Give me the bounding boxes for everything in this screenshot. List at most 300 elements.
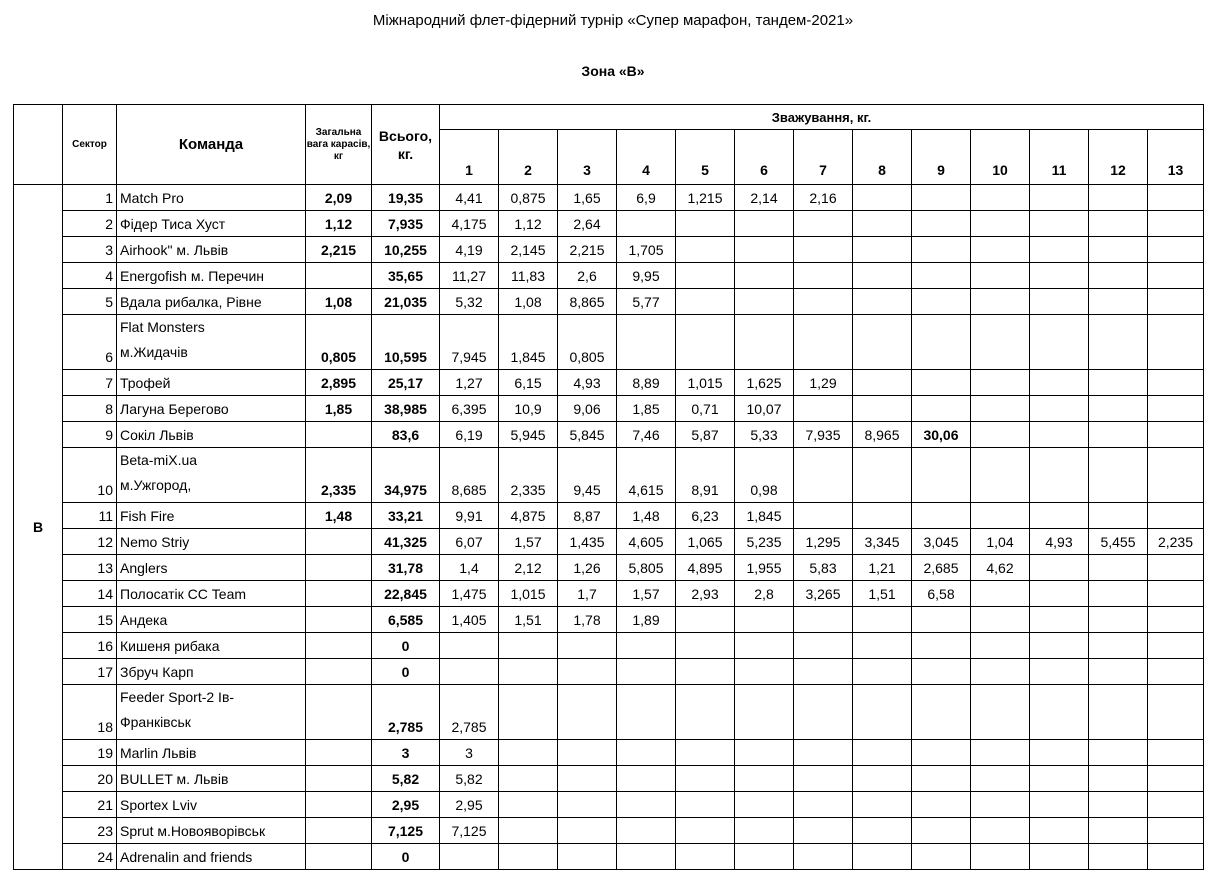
sector-cell: 14 [63, 581, 117, 607]
team-name-line: Sportex Lviv [120, 796, 198, 813]
weighing-cell [971, 448, 1030, 503]
weighing-cell [558, 792, 617, 818]
weighing-cell: 5,455 [1089, 529, 1148, 555]
weighing-cell [853, 289, 912, 315]
team-name-line: Вдала рибалка, Рівне [120, 293, 262, 310]
weighing-cell [912, 315, 971, 370]
weighing-cell: 2,6 [558, 263, 617, 289]
weighing-cell: 2,685 [912, 555, 971, 581]
weighing-cell [1089, 818, 1148, 844]
team-cell [117, 289, 306, 315]
weighing-cell: 5,82 [440, 766, 499, 792]
weighing-cell: 6,23 [676, 503, 735, 529]
weighing-cell: 3,265 [794, 581, 853, 607]
weighing-cell [794, 211, 853, 237]
weighing-cell [1089, 263, 1148, 289]
weighing-cell [558, 766, 617, 792]
total-weight-cell: 0 [372, 633, 440, 659]
total-weight-cell: 3 [372, 740, 440, 766]
weighing-cell [1030, 185, 1089, 211]
carp-weight-cell: 1,12 [306, 211, 372, 237]
weighing-cell [1089, 315, 1148, 370]
weighing-cell: 8,685 [440, 448, 499, 503]
weighing-cell [912, 263, 971, 289]
weighing-cell [617, 766, 676, 792]
weighing-cell [1030, 370, 1089, 396]
weighing-cell [794, 237, 853, 263]
weighing-cell [1089, 607, 1148, 633]
weighing-cell [971, 685, 1030, 740]
weighing-cell [971, 607, 1030, 633]
team-cell [117, 844, 306, 870]
weighing-cell: 1,29 [794, 370, 853, 396]
sector-cell: 19 [63, 740, 117, 766]
weighing-cell [558, 844, 617, 870]
total-weight-cell: 21,035 [372, 289, 440, 315]
sector-cell: 7 [63, 370, 117, 396]
team-name-line: Feeder Sport-2 Ів- [120, 689, 235, 705]
total-weight-cell: 35,65 [372, 263, 440, 289]
weighing-cell [853, 237, 912, 263]
weighing-cell [1030, 766, 1089, 792]
weighing-cell [499, 740, 558, 766]
team-name-line: Energofish м. Перечин [120, 267, 265, 284]
weighing-cell [971, 792, 1030, 818]
team-cell [117, 818, 306, 844]
carp-weight-cell: 1,08 [306, 289, 372, 315]
weighing-cell: 2,235 [1148, 529, 1204, 555]
weighing-cell [676, 289, 735, 315]
team-cell [117, 396, 306, 422]
weighing-cell: 1,435 [558, 529, 617, 555]
weighing-number-header: 5 [676, 130, 735, 185]
weighing-cell: 2,785 [440, 685, 499, 740]
sector-cell: 15 [63, 607, 117, 633]
weighing-cell [735, 211, 794, 237]
weighing-cell [912, 685, 971, 740]
team-name-line: Франківськ [120, 714, 191, 730]
weighing-cell [676, 818, 735, 844]
team-cell [117, 315, 306, 370]
weighing-cell [1148, 448, 1204, 503]
weighing-cell [912, 448, 971, 503]
weighing-cell: 1,26 [558, 555, 617, 581]
table-row [14, 581, 1204, 607]
table-row [14, 211, 1204, 237]
carp-weight-cell: 2,09 [306, 185, 372, 211]
total-weight-cell: 6,585 [372, 607, 440, 633]
team-name-line: Airhook" м. Львів [120, 241, 229, 258]
weighing-cell [440, 659, 499, 685]
weighing-cell: 10,07 [735, 396, 794, 422]
weighing-cell [1030, 607, 1089, 633]
weighing-cell [1030, 396, 1089, 422]
weighing-cell [499, 659, 558, 685]
carp-weight-cell: 1,48 [306, 503, 372, 529]
team-cell [117, 185, 306, 211]
weighing-cell [1030, 503, 1089, 529]
weighing-cell [794, 396, 853, 422]
weighing-cell [1089, 237, 1148, 263]
weighing-cell [676, 315, 735, 370]
total-carp-header: Загальна вага карасів, кг [306, 105, 372, 185]
carp-weight-cell [306, 685, 372, 740]
weighing-cell: 5,77 [617, 289, 676, 315]
weighing-cell [1148, 555, 1204, 581]
team-name-line: BULLET м. Львів [120, 770, 229, 787]
weighing-cell: 5,805 [617, 555, 676, 581]
weighing-cell: 5,32 [440, 289, 499, 315]
weighing-number-header: 10 [971, 130, 1030, 185]
weighing-cell [1030, 448, 1089, 503]
weighing-cell: 3,045 [912, 529, 971, 555]
sector-cell: 6 [63, 315, 117, 370]
weighing-cell [971, 581, 1030, 607]
zone-label: В [14, 185, 63, 870]
weighing-cell [1030, 792, 1089, 818]
weighing-number-header: 1 [440, 130, 499, 185]
table-row [14, 503, 1204, 529]
weighing-cell [499, 633, 558, 659]
weighing-cell [853, 607, 912, 633]
weighing-cell [1148, 370, 1204, 396]
team-cell [117, 448, 306, 503]
weighing-cell [1089, 766, 1148, 792]
weighing-cell [794, 633, 853, 659]
weighing-cell: 1,08 [499, 289, 558, 315]
team-cell [117, 633, 306, 659]
sector-cell: 5 [63, 289, 117, 315]
team-cell [117, 659, 306, 685]
team-header: Команда [117, 105, 306, 185]
weighing-cell: 1,21 [853, 555, 912, 581]
weighing-cell: 8,87 [558, 503, 617, 529]
weighing-cell [1089, 370, 1148, 396]
weighing-cell [971, 422, 1030, 448]
zone-title: Зона «В» [581, 63, 645, 79]
team-name-line: Лагуна Берегово [120, 400, 229, 417]
table-row [14, 818, 1204, 844]
table-row [14, 555, 1204, 581]
team-cell [117, 581, 306, 607]
team-name-line: Сокіл Львів [120, 426, 194, 443]
weighing-number-header: 8 [853, 130, 912, 185]
weighing-cell [617, 315, 676, 370]
weighing-cell: 11,83 [499, 263, 558, 289]
weighing-cell: 5,945 [499, 422, 558, 448]
weighing-cell: 5,845 [558, 422, 617, 448]
weighing-cell [853, 315, 912, 370]
weighing-cell: 1,845 [735, 503, 794, 529]
team-cell [117, 263, 306, 289]
weighing-cell [1089, 211, 1148, 237]
carp-weight-cell [306, 581, 372, 607]
weighing-cell: 5,235 [735, 529, 794, 555]
team-name-line: м.Жидачів [120, 344, 188, 360]
weighing-cell [1148, 315, 1204, 370]
weighing-cell: 9,45 [558, 448, 617, 503]
weighing-cell [676, 237, 735, 263]
carp-weight-cell [306, 633, 372, 659]
weighing-cell: 10,9 [499, 396, 558, 422]
weighing-cell: 8,965 [853, 422, 912, 448]
total-weight-cell: 22,845 [372, 581, 440, 607]
weighing-cell: 1,57 [617, 581, 676, 607]
weighing-cell [1089, 396, 1148, 422]
sector-cell: 10 [63, 448, 117, 503]
weighing-cell: 4,895 [676, 555, 735, 581]
weighing-cell [1089, 659, 1148, 685]
sector-cell: 4 [63, 263, 117, 289]
weighing-cell: 30,06 [912, 422, 971, 448]
weighing-cell: 4,62 [971, 555, 1030, 581]
weighing-cell [912, 185, 971, 211]
weighing-cell: 1,57 [499, 529, 558, 555]
weighing-cell [1030, 237, 1089, 263]
weighing-cell: 9,95 [617, 263, 676, 289]
weighing-cell: 6,15 [499, 370, 558, 396]
total-weight-cell: 33,21 [372, 503, 440, 529]
carp-weight-cell: 1,85 [306, 396, 372, 422]
weighing-cell [735, 659, 794, 685]
weighing-cell [1089, 844, 1148, 870]
sector-cell: 24 [63, 844, 117, 870]
total-weight-cell: 10,595 [372, 315, 440, 370]
weighing-cell [912, 607, 971, 633]
weighing-cell [1089, 185, 1148, 211]
carp-weight-cell: 2,895 [306, 370, 372, 396]
table-row [14, 844, 1204, 870]
total-weight-cell: 41,325 [372, 529, 440, 555]
team-cell [117, 607, 306, 633]
weighing-cell [1148, 396, 1204, 422]
weighing-cell [676, 766, 735, 792]
weighing-cell [440, 633, 499, 659]
sector-cell: 9 [63, 422, 117, 448]
table-row [14, 263, 1204, 289]
weighing-cell: 1,845 [499, 315, 558, 370]
weighing-cell: 3 [440, 740, 499, 766]
team-cell [117, 529, 306, 555]
team-cell [117, 370, 306, 396]
weighing-cell [735, 633, 794, 659]
sector-cell: 17 [63, 659, 117, 685]
weighing-cell: 0,98 [735, 448, 794, 503]
sector-cell: 20 [63, 766, 117, 792]
weighing-number-header: 9 [912, 130, 971, 185]
sector-cell: 12 [63, 529, 117, 555]
total-header: Всього, кг. [372, 105, 440, 185]
weighing-cell: 3,345 [853, 529, 912, 555]
weighing-cell [794, 740, 853, 766]
weighing-cell: 1,625 [735, 370, 794, 396]
team-name-line: Match Pro [120, 189, 184, 206]
weighing-cell [676, 211, 735, 237]
weighing-cell [1089, 555, 1148, 581]
results-table [13, 104, 1204, 870]
weighing-cell [853, 396, 912, 422]
weighing-cell [971, 633, 1030, 659]
weighing-cell [735, 792, 794, 818]
table-row [14, 659, 1204, 685]
weighing-cell [1089, 581, 1148, 607]
sector-cell: 11 [63, 503, 117, 529]
weighing-cell [617, 740, 676, 766]
carp-weight-cell: 2,335 [306, 448, 372, 503]
weighing-cell: 1,48 [617, 503, 676, 529]
total-weight-cell: 19,35 [372, 185, 440, 211]
total-weight-cell: 10,255 [372, 237, 440, 263]
weighing-cell [1089, 685, 1148, 740]
zone-header-cell [14, 105, 63, 185]
total-weight-cell: 0 [372, 844, 440, 870]
weighing-cell: 4,605 [617, 529, 676, 555]
table-row [14, 766, 1204, 792]
team-name-line: Трофей [120, 374, 171, 391]
weighing-cell: 6,19 [440, 422, 499, 448]
weighing-cell: 6,07 [440, 529, 499, 555]
weighing-cell [794, 263, 853, 289]
total-weight-cell: 5,82 [372, 766, 440, 792]
weighing-cell [971, 263, 1030, 289]
weighing-cell: 6,9 [617, 185, 676, 211]
weighing-cell [558, 685, 617, 740]
weighing-cell [794, 844, 853, 870]
weighing-cell: 7,125 [440, 818, 499, 844]
total-weight-cell: 2,95 [372, 792, 440, 818]
weighing-number-header: 13 [1148, 130, 1204, 185]
weighing-cell [1089, 633, 1148, 659]
team-name-line: Anglers [120, 559, 168, 576]
weighing-cell [912, 503, 971, 529]
team-cell [117, 422, 306, 448]
weighing-cell [617, 685, 676, 740]
weighing-cell: 0,805 [558, 315, 617, 370]
weighing-number-header: 11 [1030, 130, 1089, 185]
weighing-cell [1089, 503, 1148, 529]
team-name-line: Андека [120, 611, 168, 628]
weighing-cell [853, 740, 912, 766]
weighing-cell [1089, 422, 1148, 448]
weighing-cell [971, 844, 1030, 870]
weighing-cell [735, 289, 794, 315]
weighing-cell [1030, 659, 1089, 685]
weighing-cell [794, 315, 853, 370]
weighing-cell [971, 396, 1030, 422]
table-row [14, 396, 1204, 422]
weighing-cell: 1,705 [617, 237, 676, 263]
weighing-cell [1148, 422, 1204, 448]
weighing-cell [1030, 289, 1089, 315]
weighing-cell: 6,395 [440, 396, 499, 422]
weighing-cell: 4,615 [617, 448, 676, 503]
weighing-cell [1030, 555, 1089, 581]
weighing-cell [1030, 818, 1089, 844]
weighing-cell: 4,19 [440, 237, 499, 263]
weighing-cell [853, 792, 912, 818]
weighing-cell [794, 659, 853, 685]
weighing-cell: 7,935 [794, 422, 853, 448]
weighing-cell [1148, 659, 1204, 685]
table-row [14, 315, 1204, 370]
table-row [14, 685, 1204, 740]
total-weight-cell: 31,78 [372, 555, 440, 581]
weighing-cell [912, 844, 971, 870]
weighing-cell: 1,065 [676, 529, 735, 555]
weighing-cell: 1,04 [971, 529, 1030, 555]
weighing-cell [853, 685, 912, 740]
weighing-number-header: 3 [558, 130, 617, 185]
weighing-cell: 1,51 [499, 607, 558, 633]
weighing-cell [912, 740, 971, 766]
weighing-cell: 2,12 [499, 555, 558, 581]
weighing-cell: 1,89 [617, 607, 676, 633]
weighing-cell [1030, 211, 1089, 237]
weighing-cell [853, 263, 912, 289]
sector-cell: 18 [63, 685, 117, 740]
weighing-cell [1148, 766, 1204, 792]
weighing-cell: 1,475 [440, 581, 499, 607]
weighing-cell [853, 211, 912, 237]
weighing-cell [853, 503, 912, 529]
weighing-cell [1030, 422, 1089, 448]
weighing-cell: 8,91 [676, 448, 735, 503]
weighing-number-header: 7 [794, 130, 853, 185]
weighing-cell [912, 659, 971, 685]
weighing-cell: 1,295 [794, 529, 853, 555]
weighing-cell: 0,875 [499, 185, 558, 211]
weighing-number-header: 6 [735, 130, 794, 185]
weighing-cell [676, 633, 735, 659]
weighing-cell [1030, 581, 1089, 607]
team-cell [117, 237, 306, 263]
weighing-cell [1148, 818, 1204, 844]
team-name-line: Кишеня рибака [120, 637, 220, 654]
table-row [14, 740, 1204, 766]
weighing-cell: 7,945 [440, 315, 499, 370]
total-weight-cell: 34,975 [372, 448, 440, 503]
carp-weight-cell [306, 659, 372, 685]
weighing-cell [617, 792, 676, 818]
weighing-cell [617, 844, 676, 870]
weighing-cell [853, 818, 912, 844]
weighing-cell [676, 844, 735, 870]
weighing-cell [676, 607, 735, 633]
carp-weight-cell [306, 263, 372, 289]
weighing-cell [1148, 185, 1204, 211]
carp-weight-cell [306, 792, 372, 818]
weighing-cell [617, 633, 676, 659]
weighing-cell [1148, 792, 1204, 818]
weighing-cell: 2,93 [676, 581, 735, 607]
weighing-cell [1148, 263, 1204, 289]
sector-cell: 21 [63, 792, 117, 818]
total-weight-cell: 2,785 [372, 685, 440, 740]
weighing-cell [1148, 581, 1204, 607]
weighing-cell [971, 211, 1030, 237]
weighing-cell: 1,85 [617, 396, 676, 422]
weighing-cell [1148, 740, 1204, 766]
weighing-cell: 2,335 [499, 448, 558, 503]
weighing-cell [735, 766, 794, 792]
weighing-cell [853, 633, 912, 659]
weighing-cell [912, 289, 971, 315]
weighing-cell [853, 448, 912, 503]
weighing-cell [558, 740, 617, 766]
weighing-cell: 5,83 [794, 555, 853, 581]
weighing-cell: 1,015 [676, 370, 735, 396]
weighing-cell [499, 844, 558, 870]
